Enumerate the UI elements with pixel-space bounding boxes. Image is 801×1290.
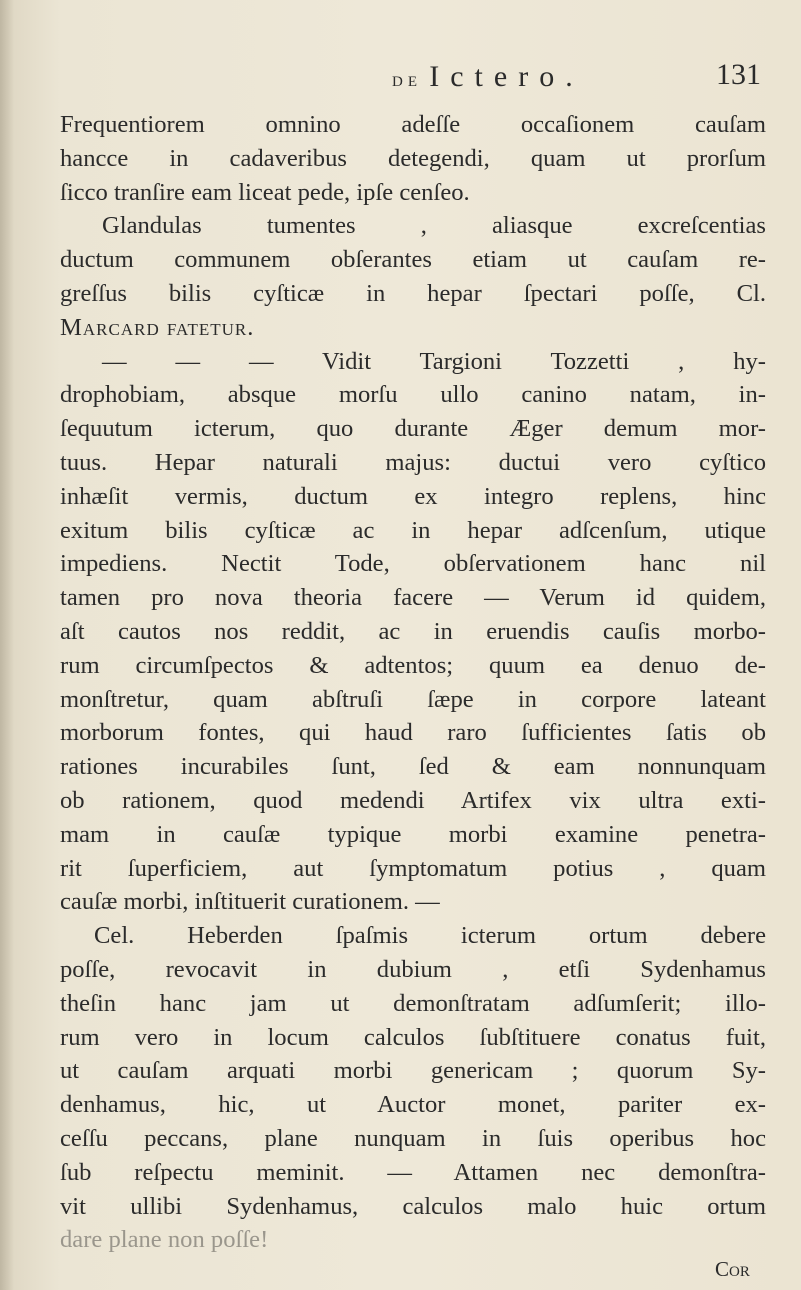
text-line: Marcard fatetur.	[60, 313, 255, 341]
text-line: vit ullibi Sydenhamus, calculos malo huic ortum	[60, 1192, 766, 1220]
text-line: Glandulas tumentes , aliasque excreſcentias	[102, 212, 766, 240]
text-line: cauſæ morbi, inſtituerit curationem. —	[60, 888, 440, 916]
text-line: ob rationem, quod medendi Artifex vix ultra exti-	[60, 786, 766, 814]
text-line: Frequentiorem omnino adeſſe occaſionem cauſam	[60, 111, 766, 138]
text-line: theſin hanc jam ut demonſtratam adſumſerit; illo-	[60, 989, 766, 1017]
text-line: drophobiam, absque morſu ullo canino natam, in-	[60, 381, 766, 409]
text-line: hancce in cadaveribus detegendi, quam ut prorſum	[60, 144, 766, 172]
text-line: poſſe, revocavit in dubium , etſi Sydenhamus	[60, 955, 766, 983]
text-line: ſub reſpectu meminit. — Attamen nec demonſtra-	[60, 1158, 766, 1186]
text-line: impediens. Nectit Tode, obſervationem hanc nil	[60, 550, 766, 578]
page-number: 131	[716, 58, 761, 91]
text-line: aſt cautos nos reddit, ac in eruendis cauſis morbo-	[60, 617, 766, 645]
text-line: mam in cauſæ typique morbi examine penetra-	[60, 820, 766, 848]
text-line: greſſus bilis cyſticæ in hepar ſpectari poſſe, Cl.	[60, 279, 766, 307]
text-line: rit ſuperficiem, aut ſymptomatum potius , quam	[60, 854, 766, 882]
running-head	[392, 60, 584, 94]
text-line: rationes incurabiles ſunt, ſed & eam nonnunquam	[60, 753, 766, 781]
text-line: denhamus, hic, ut Auctor monet, pariter ex-	[60, 1091, 766, 1119]
running-head-title: Ictero.	[429, 60, 584, 93]
text-line: rum vero in locum calculos ſubſtituere conatus fuit,	[60, 1023, 766, 1051]
text-line: ductum communem obſerantes etiam ut cauſam re-	[60, 246, 766, 274]
text-line: — — — Vidit Targioni Tozzetti , hy-	[102, 347, 766, 375]
text-line: ut cauſam arquati morbi genericam ; quorum Sy-	[60, 1057, 766, 1085]
text-line: rum circumſpectos & adtentos; quum ea denuo de-	[60, 651, 766, 679]
text-line: morborum fontes, qui haud raro ſufficientes ſatis ob	[60, 719, 766, 747]
text-line: dare plane non poſſe!	[60, 1226, 269, 1254]
text-line: tuus. Hepar naturali majus: ductui vero cyſtico	[60, 448, 766, 476]
body-text	[60, 108, 766, 1257]
text-line: ſicco tranſire eam liceat pede, ipſe cenſeo.	[60, 178, 470, 206]
text-line: ſequutum icterum, quo durante Æger demum mor-	[60, 415, 766, 443]
running-head-de: de	[392, 67, 422, 91]
text-line: tamen pro nova theoria facere — Verum id quidem,	[60, 584, 766, 612]
catchword: Cor	[715, 1257, 750, 1281]
text-line: exitum bilis cyſticæ ac in hepar adſcenſum, utique	[60, 516, 766, 544]
text-line: inhæſit vermis, ductum ex integro replens, hinc	[60, 482, 766, 510]
text-line: ceſſu peccans, plane nunquam in ſuis operibus hoc	[60, 1124, 766, 1152]
text-line: Cel. Heberden ſpaſmis icterum ortum debere	[94, 922, 766, 950]
text-line: monſtretur, quam abſtruſi ſæpe in corpore lateant	[60, 685, 766, 713]
spine-shadow	[0, 0, 14, 1290]
